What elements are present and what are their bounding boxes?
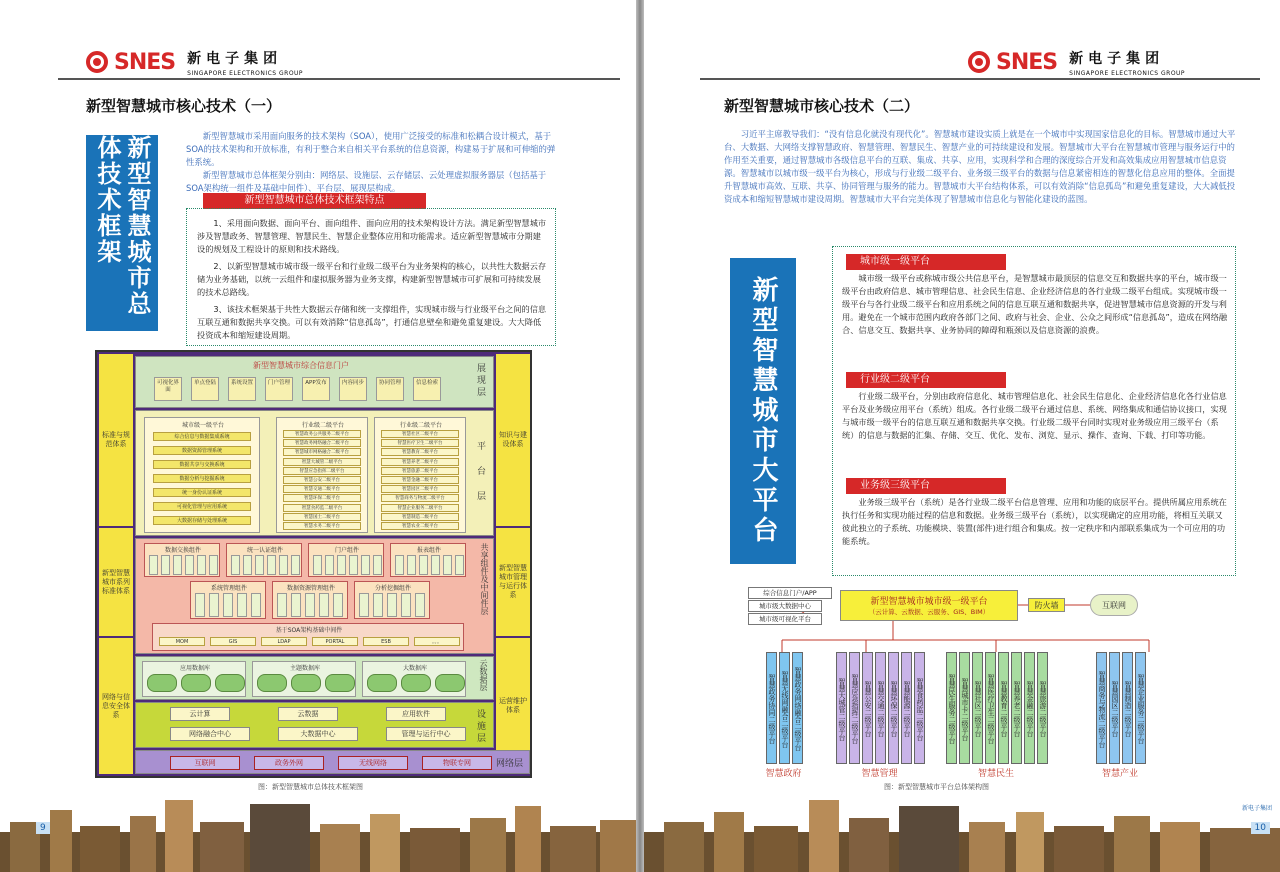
platform-item: 智慧旅游二级平台 (1037, 652, 1048, 764)
section-text: 行业级二级平台，分别由政府信息化、城市管理信息化、社会民生信息化、企业经济信息化各行业信息平台及业务级应用平台（系统）组成。各行业级二级平台通过信息、系统、网络集成和通信协议接口，实现与城市级一级平台的信息互联互通和数据共享交换。行业级二级平台同时实现对业务级应用三级平台（系统）的信息与数据的汇集、存储、交互、优化、发布、浏览、显示、操作、查询、下载、打印等功能。 (842, 391, 1227, 440)
section-label: 行业级二级平台 (846, 372, 1006, 388)
database-group (252, 661, 356, 697)
component-cell (373, 555, 382, 575)
portal-item: APP发布 (302, 377, 330, 401)
component-cell (161, 555, 170, 575)
middleware-item: ESB (363, 637, 409, 646)
side-knowledge: 知识与建设体系 (496, 354, 530, 526)
section-text: 城市级一级平台或称城市级公共信息平台，是智慧城市最顶层的信息交互和数据共享的平台，城市级一级平台由政府信息、城市管理信息、社会民生信息、企业经济信息的各行业级二级平台组成。实现城市级一级平台与各行业级二级平台和应用系统之间的信息互联互通和数据共享，促进智慧城市信息资源的开发与利用。避免在一个城市范围内政府各部门之间、政府与社会、企业、公众之间形成“信息孤岛”，造成在网络融合、信息交互、数据共享、业务协同的障碍和瓶颈以及信息资源的浪费。 (842, 273, 1228, 335)
portal-item: 单点登陆 (191, 377, 219, 401)
layer-name: 共享组件及中间件层 (480, 543, 489, 615)
logo-wordmark: SNES (114, 49, 176, 75)
component-cell (387, 593, 397, 617)
platform-item: 智慧园区二级平台 (1109, 652, 1120, 764)
intro-paragraph: 新型智慧城市采用面向服务的技术架构（SOA），使用广泛接受的标准和松耦合设计模式，基于SOA的技术架构和开放标准，有利于整合来自相关平台系统的信息资源，构建易于扩展和可伸缩的弹性系统。 (186, 131, 556, 167)
layer-name: 云数据层 (479, 659, 488, 691)
component-cell (313, 555, 322, 575)
management-group (354, 581, 430, 619)
industry-item: 智慧大城管二级平台 (283, 458, 361, 466)
database-group (142, 661, 246, 697)
platform-item: 智慧食药监二级平台 (914, 652, 925, 764)
component-cell (455, 555, 464, 575)
input-bigdata: 城市级大数据中心 (748, 600, 822, 612)
section-text: 业务级三级平台（系统）是各行业级二级平台信息管理、应用和功能的底层平台。提供所属应用系统在执行任务和实现功能过程的信息和数据。业务级三级平台（系统），以实现确定的应用功能，将相互关联又彼此独立的子系统、功能模块、装置(部件)进行组合和集成。按一定秩序和内部联系集成为一个可应用的功能系统。 (842, 497, 1227, 546)
page-number: 9 (36, 822, 50, 834)
database-cylinder-icon (181, 674, 211, 692)
component-cell (291, 593, 301, 617)
component-cell (337, 555, 346, 575)
brand-name-cn: 新电子集团 (187, 50, 283, 67)
intro-paragraph: 习近平主席教导我们：“没有信息化就没有现代化”。智慧城市建设实质上就是在一个城市中实现国家信息化的目标。智慧城市通过大平台、大数据、大网络支撑智慧政府、智慧管理、智慧民生、智慧产业的可持续建设和发展。智慧城市大平台在智慧城市管理与服务运行中的作用至关重要，通过智慧城市各级信息平台的互联、集成、共享、应用，实现科学和合理的深度综合开发和高效集成应用智慧城市信息资源。智慧城市以城市级一级平台为核心，形成与行业级二级平台、业务级三级平台的数据与信息紧密相连的智慧化信息应用的整体。全面提升智慧城市高效、互联、共享、协同管理与服务的能力。智慧城市大平台结构体系，可以有效消除“信息孤岛”和避免重复建设，大大减低投资成本和缩短智慧城市建设周期。智慧城市大平台完美体现了智慧城市信息化与智能化建设的蓝图。 (724, 129, 1236, 204)
component-cell (209, 555, 218, 575)
side-standards: 标准与规范体系 (99, 354, 133, 526)
portal-item: 内容同步 (339, 377, 367, 401)
layer-name: 展现层 (475, 363, 485, 399)
industry-item: 智慧教育二级平台 (381, 448, 459, 456)
group-label: 智慧管理 (861, 769, 898, 779)
city-platform-item: 可视化管理与应用系统 (153, 502, 251, 511)
platform-item: 智慧政务网络融合二级平台 (792, 652, 803, 764)
firewall-box: 防火墙 (1028, 598, 1065, 612)
group-label: 智慧政府 (765, 769, 802, 779)
management-group (190, 581, 266, 619)
industry-platform-a (276, 417, 368, 533)
platform-layer (135, 410, 494, 536)
layer-name: 平台层 (475, 441, 485, 516)
input-visual: 城市级可视化平台 (748, 613, 822, 625)
section-label: 城市级一级平台 (846, 254, 1006, 270)
management-group-title: 分析挖掘组件 (374, 585, 411, 592)
component-cell (401, 593, 411, 617)
network-layer (135, 750, 530, 774)
database-cylinder-icon (291, 674, 321, 692)
industry-item: 智慧政务公共服务二级平台 (283, 430, 361, 438)
component-cell (419, 555, 428, 575)
city-platform-item: 统一身份认证系统 (153, 488, 251, 497)
industry-platform-title: 行业级二级平台 (301, 422, 344, 429)
database-cylinder-icon (257, 674, 287, 692)
group-label: 智慧产业 (1102, 769, 1139, 779)
brand-name-en: SINGAPORE ELECTRONICS GROUP (187, 69, 304, 77)
logo-icon (86, 51, 108, 73)
industry-item: 智慧国土二级平台 (283, 513, 361, 521)
portal-title: 新型智慧城市综合信息门户 (253, 361, 349, 370)
component-cell (395, 555, 404, 575)
main-platform-title: 新型智慧城市城市级一级平台 (870, 597, 988, 607)
component-cell (373, 593, 383, 617)
component-group-title: 门户组件 (334, 547, 359, 554)
vertical-title-block (86, 135, 158, 331)
platform-item: 智慧公安二级平台 (862, 652, 873, 764)
component-group (390, 543, 466, 577)
database-group-title: 主题数据库 (289, 665, 320, 672)
industry-item: 智慧交通二级平台 (283, 485, 361, 493)
industry-item: 智慧政务网络融合二级平台 (283, 439, 361, 447)
middleware-item: GIS (210, 637, 256, 646)
network-item: 物联专网 (422, 756, 492, 770)
component-cell (149, 555, 158, 575)
industry-item: 智慧医疗卫生二级平台 (381, 439, 459, 447)
component-cell (319, 593, 329, 617)
figure-caption: 图：新型智慧城市总体技术框架图 (258, 783, 363, 791)
platform-item: 智慧应急指挥二级平台 (849, 652, 860, 764)
platform-item: 智慧金融二级平台 (1024, 652, 1035, 764)
platform-item: 智慧城市卡二级平台 (959, 652, 970, 764)
side-standard-system: 新型智慧城市系列标准体系 (99, 528, 133, 636)
industry-item: 智慧公安二级平台 (283, 476, 361, 484)
platform-item: 智慧医疗卫生二级平台 (985, 652, 996, 764)
features-box (186, 208, 556, 346)
portal-item: 信息检索 (413, 377, 441, 401)
city-platform-item: 综合信息与数据集成系统 (153, 432, 251, 441)
component-cell (243, 555, 252, 575)
corner-brand: 新电子集团 (1241, 805, 1272, 812)
component-cell (431, 555, 440, 575)
vertical-title: 新型智慧城市总体技术框架 (93, 135, 151, 317)
industry-item: 智慧园区二级平台 (381, 485, 459, 493)
industry-item: 智慧金融二级平台 (381, 476, 459, 484)
component-cell (195, 593, 205, 617)
city-skyline-image (644, 792, 1280, 872)
city-skyline-image (0, 792, 636, 872)
industry-item: 智慧旅游二级平台 (381, 467, 459, 475)
management-group (272, 581, 348, 619)
component-cell (407, 555, 416, 575)
vertical-title: 新型智慧城市大平台 (748, 276, 778, 546)
group-label: 智慧民生 (978, 769, 1015, 779)
industry-item: 智慧水务二级平台 (283, 522, 361, 530)
middleware-item: LDAP (261, 637, 307, 646)
platform-item: 智慧养老二级平台 (1011, 652, 1022, 764)
page-title: 新型智慧城市核心技术（一） (86, 97, 282, 115)
component-cell (279, 555, 288, 575)
side-operation: 新型智慧城市管理与运行体系 (496, 528, 530, 636)
industry-item: 智慧社区二级平台 (381, 430, 459, 438)
component-cell (185, 555, 194, 575)
section-label: 业务级三级平台 (846, 478, 1006, 494)
logo-wordmark: SNES (996, 49, 1058, 75)
component-group (226, 543, 302, 577)
component-cell (361, 555, 370, 575)
infrastructure-item: 应用软件 (386, 707, 446, 721)
infrastructure-item: 大数据中心 (278, 727, 358, 741)
component-cell (237, 593, 247, 617)
book-gutter (636, 0, 644, 872)
portal-item: 可视化界面 (154, 377, 182, 401)
city-platform-item: 数据分析与挖掘系统 (153, 474, 251, 483)
industry-item: 智慧企业服务二级平台 (381, 504, 459, 512)
component-cell (231, 555, 240, 575)
header-rule (58, 78, 620, 80)
component-group-title: 数据交换组件 (164, 547, 201, 554)
network-item: 政务外网 (254, 756, 324, 770)
component-cell (325, 555, 334, 575)
infrastructure-layer (135, 702, 494, 748)
component-cell (255, 555, 264, 575)
city-platform-item: 数据资源管理系统 (153, 446, 251, 455)
database-cylinder-icon (147, 674, 177, 692)
platform-item: 智慧社区二级平台 (972, 652, 983, 764)
component-cell (267, 555, 276, 575)
industry-item: 智慧养老二级平台 (381, 458, 459, 466)
industry-item: 智慧制造二级平台 (381, 513, 459, 521)
infrastructure-item: 网络融合中心 (170, 727, 250, 741)
component-cell (291, 555, 300, 575)
left-page (0, 0, 636, 872)
middleware-item: MOM (159, 637, 205, 646)
platform-item: 智慧企业服务二级平台 (1135, 652, 1146, 764)
platform-item: 智慧环保二级平台 (888, 652, 899, 764)
side-security: 网络与信息安全体系 (99, 638, 133, 774)
middleware-title: 基于SOA架构基础中间件 (275, 627, 343, 634)
page-number: 10 (1251, 822, 1270, 834)
platform-item: 智慧教育二级平台 (998, 652, 1009, 764)
feature-item: 1、采用面向数据、面向平台、面向组件、面向应用的技术架构设计方法。满足新型智慧城市涉及智慧政务、智慧管理、智慧民生、智慧企业整体应用和功能需求。适应新型智慧城市分期建设的规划及工程设计的原则和技术路线。 (197, 218, 547, 254)
feature-item: 3、该技术框架基于共性大数据云存储和统一支撑组件，实现城市级与行业级平台之间的信息互联互通和数据共享交换。可以有效消除“信息孤岛”，打通信息壁垒和避免重复建设。大大降低投资成本和缩短建设周期。 (197, 304, 547, 340)
brand-name-en: SINGAPORE ELECTRONICS GROUP (1069, 69, 1186, 77)
database-cylinder-icon (401, 674, 431, 692)
component-cell (305, 593, 315, 617)
industry-item: 智慧商务与物流二级平台 (381, 494, 459, 502)
side-maintenance: 运营维护体系 (496, 638, 530, 774)
industry-item: 智慧环保二级平台 (283, 494, 361, 502)
platform-item: 智慧无线网融合二级平台 (779, 652, 790, 764)
city-platform-title: 城市级一级平台 (181, 422, 224, 429)
component-cell (333, 593, 343, 617)
platform-item: 智慧制造二级平台 (1122, 652, 1133, 764)
management-group-title: 系统管理组件 (210, 585, 247, 592)
portal-item: 系统设置 (228, 377, 256, 401)
database-cylinder-icon (435, 674, 465, 692)
layer-name: 网络层 (495, 759, 523, 769)
database-group (362, 661, 466, 697)
feature-item: 2、以新型智慧城市城市级一级平台和行业级二级平台为业务架构的核心，以共性大数据云存储为业务基础，以统一云组件和虚拟服务器为业务支撑，构建新型智慧城市可扩展和可持续发展的技术总路线。 (197, 261, 547, 297)
city-platform-item: 数据共享与交换系统 (153, 460, 251, 469)
component-group-title: 报表组件 (416, 547, 441, 554)
component-cell (209, 593, 219, 617)
industry-item: 智慧应急指挥二级平台 (283, 467, 361, 475)
figure-caption: 图：新型智慧城市平台总体架构图 (884, 783, 989, 791)
component-group (308, 543, 384, 577)
middleware-box (152, 623, 464, 651)
database-group-title: 大数据库 (402, 665, 427, 672)
page-title: 新型智慧城市核心技术（二） (724, 97, 920, 115)
platform-item: 智慧大城管二级平台 (836, 652, 847, 764)
industry-item: 智慧农业二级平台 (381, 522, 459, 530)
management-group-title: 数据资源管理组件 (286, 585, 335, 592)
component-cell (251, 593, 261, 617)
main-platform-subtitle: （云计算、云数据、云服务、GIS、BIM） (868, 608, 990, 616)
industry-item: 智慧城市网格融合二级平台 (283, 448, 361, 456)
platform-item: 智慧政务协同二级平台 (766, 652, 777, 764)
features-label: 新型智慧城市总体技术框架特点 (203, 193, 426, 209)
component-cell (223, 593, 233, 617)
component-group (144, 543, 220, 577)
industry-platform-b (374, 417, 466, 533)
brand-name-cn: 新电子集团 (1069, 50, 1165, 67)
middleware-item: PORTAL (312, 637, 358, 646)
input-portal: 综合信息门户/APP (748, 587, 832, 599)
city-platform-box (144, 417, 260, 533)
component-cell (349, 555, 358, 575)
database-cylinder-icon (325, 674, 355, 692)
platform-item: 智慧商务与物流二级平台 (1096, 652, 1107, 764)
right-page (644, 0, 1280, 872)
component-cell (415, 593, 425, 617)
component-cell (173, 555, 182, 575)
intro-text (186, 130, 556, 195)
brand-header (86, 44, 303, 80)
internet-cloud: 互联网 (1090, 594, 1138, 616)
component-layer (135, 538, 494, 654)
infrastructure-item: 管理与运行中心 (386, 727, 466, 741)
architecture-diagram (95, 350, 532, 778)
database-group-title: 应用数据库 (179, 665, 210, 672)
component-cell (197, 555, 206, 575)
infrastructure-item: 云数据 (278, 707, 338, 721)
component-cell (277, 593, 287, 617)
layer-name: 设施层 (475, 709, 485, 745)
database-cylinder-icon (215, 674, 245, 692)
infrastructure-item: 云计算 (170, 707, 230, 721)
platform-item: 智慧民生服务二级平台 (946, 652, 957, 764)
database-cylinder-icon (367, 674, 397, 692)
network-item: 无线网络 (338, 756, 408, 770)
platform-item: 智慧交通二级平台 (875, 652, 886, 764)
portal-item: 协同管理 (376, 377, 404, 401)
portal-item: 门户管理 (265, 377, 293, 401)
intro-paragraph: 新型智慧城市总体框架分别由：网络层、设施层、云存储层、云处理虚拟服务器层（包括基于SOA架构统一组件及基础中间件）、平台层、展现层构成。 (186, 170, 547, 193)
network-item: 互联网 (170, 756, 240, 770)
city-platform-item: 大数据存储与处理系统 (153, 516, 251, 525)
middleware-item: 。。。 (414, 637, 460, 646)
component-cell (359, 593, 369, 617)
platform-item: 智慧能源二级平台 (901, 652, 912, 764)
component-cell (443, 555, 452, 575)
industry-platform-title: 行业级二级平台 (399, 422, 442, 429)
industry-item: 智慧食药监二级平台 (283, 504, 361, 512)
cloud-data-layer (135, 656, 494, 700)
component-group-title: 统一认证组件 (246, 547, 283, 554)
presentation-layer (135, 356, 494, 408)
city-level-platform-box (840, 590, 1018, 621)
